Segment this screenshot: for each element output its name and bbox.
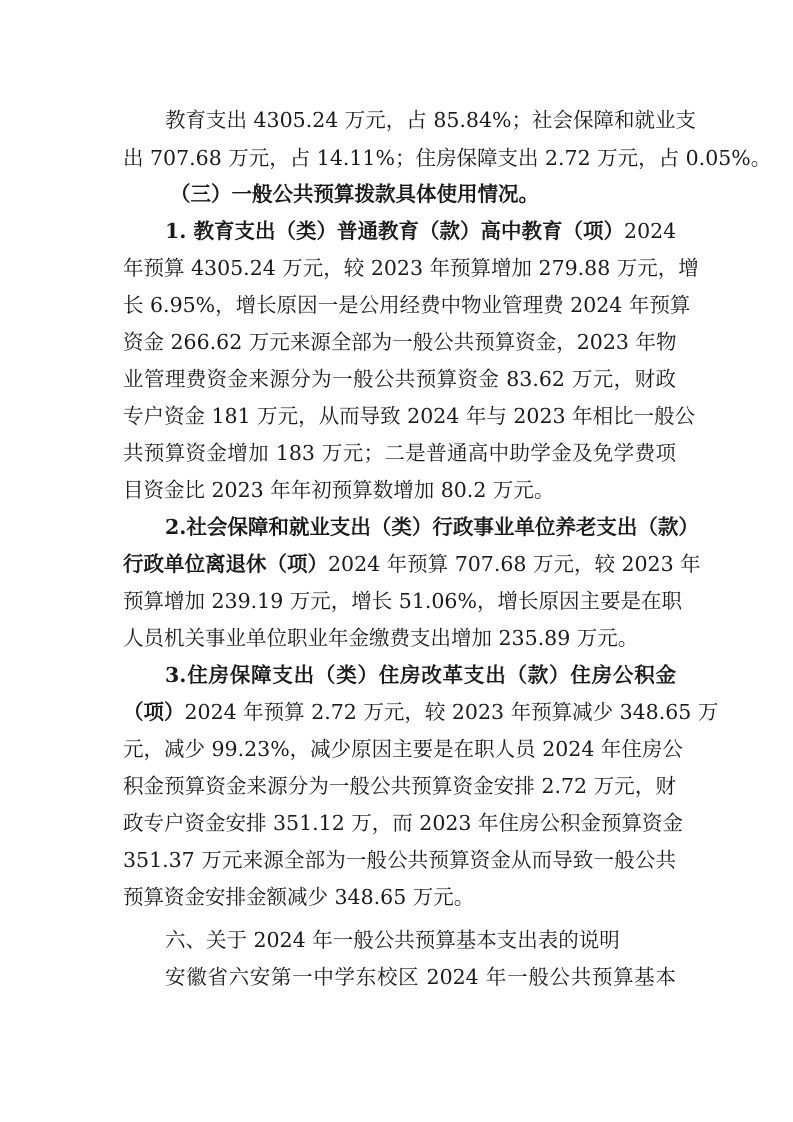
paragraph-line: 教育支出 4305.24 万元，占 85.84%；社会保障和就业支 <box>165 108 696 132</box>
paragraph-line: 资金 266.62 万元来源全部为一般公共预算资金，2023 年物 <box>123 330 677 354</box>
subsection-title: （项） <box>123 700 185 724</box>
subsection-title: 行政单位离退休（项） <box>123 552 328 576</box>
paragraph-line: 目资金比 2023 年年初预算数增加 80.2 万元。 <box>123 478 555 502</box>
paragraph-line: 业管理费资金来源分为一般公共预算资金 83.62 万元，财政 <box>123 367 676 391</box>
paragraph-line: 专户资金 181 万元，从而导致 2024 年与 2023 年相比一般公 <box>123 404 696 428</box>
paragraph-line: 预算增加 239.19 万元，增长 51.06%，增长原因主要是在职 <box>123 589 682 613</box>
paragraph-text: 2024 <box>624 219 677 243</box>
subsection-title-line <box>165 216 676 246</box>
paragraph-line: 安徽省六安第一中学东校区 2024 年一般公共预算基本 <box>165 965 676 989</box>
paragraph-line: 积金预算资金来源分为一般公共预算资金安排 2.72 万元，财 <box>123 774 676 798</box>
section-heading: （三）一般公共预算拨款具体使用情况。 <box>170 182 539 206</box>
paragraph-text: 2024 年预算 707.68 万元，较 2023 年 <box>328 552 701 576</box>
paragraph-line: 人员机关事业单位职业年金缴费支出增加 235.89 万元。 <box>123 626 639 650</box>
subsection-title-line <box>123 549 701 579</box>
paragraph-line: 年预算 4305.24 万元，较 2023 年预算增加 279.88 万元，增 <box>123 256 699 280</box>
subsection-title-line: 3.住房保障支出（类）住房改革支出（款）住房公积金 <box>165 663 676 687</box>
paragraph-line: 351.37 万元来源全部为一般公共预算资金从而导致一般公共 <box>123 848 676 872</box>
paragraph-line: 元，减少 99.23%，减少原因主要是在职人员 2024 年住房公 <box>123 737 683 761</box>
subsection-title-line <box>123 697 719 727</box>
paragraph-line: 预算资金安排金额减少 348.65 万元。 <box>123 885 475 909</box>
subsection-title: 1. 教育支出（类）普通教育（款）高中教育（项） <box>165 219 625 243</box>
paragraph-line: 出 707.68 万元，占 14.11%；住房保障支出 2.72 万元，占 0.05%。 <box>123 146 772 170</box>
section-heading: 六、关于 2024 年一般公共预算基本支出表的说明 <box>165 928 620 952</box>
paragraph-text: 2024 年预算 2.72 万元，较 2023 年预算减少 348.65 万 <box>184 700 719 724</box>
paragraph-line: 共预算资金增加 183 万元；二是普通高中助学金及免学费项 <box>123 441 676 465</box>
subsection-title-line: 2.社会保障和就业支出（类）行政事业单位养老支出（款） <box>165 515 699 539</box>
paragraph-line: 政专户资金安排 351.12 万，而 2023 年住房公积金预算资金 <box>123 811 683 835</box>
paragraph-line: 长 6.95%，增长原因一是公用经费中物业管理费 2024 年预算 <box>123 293 691 317</box>
